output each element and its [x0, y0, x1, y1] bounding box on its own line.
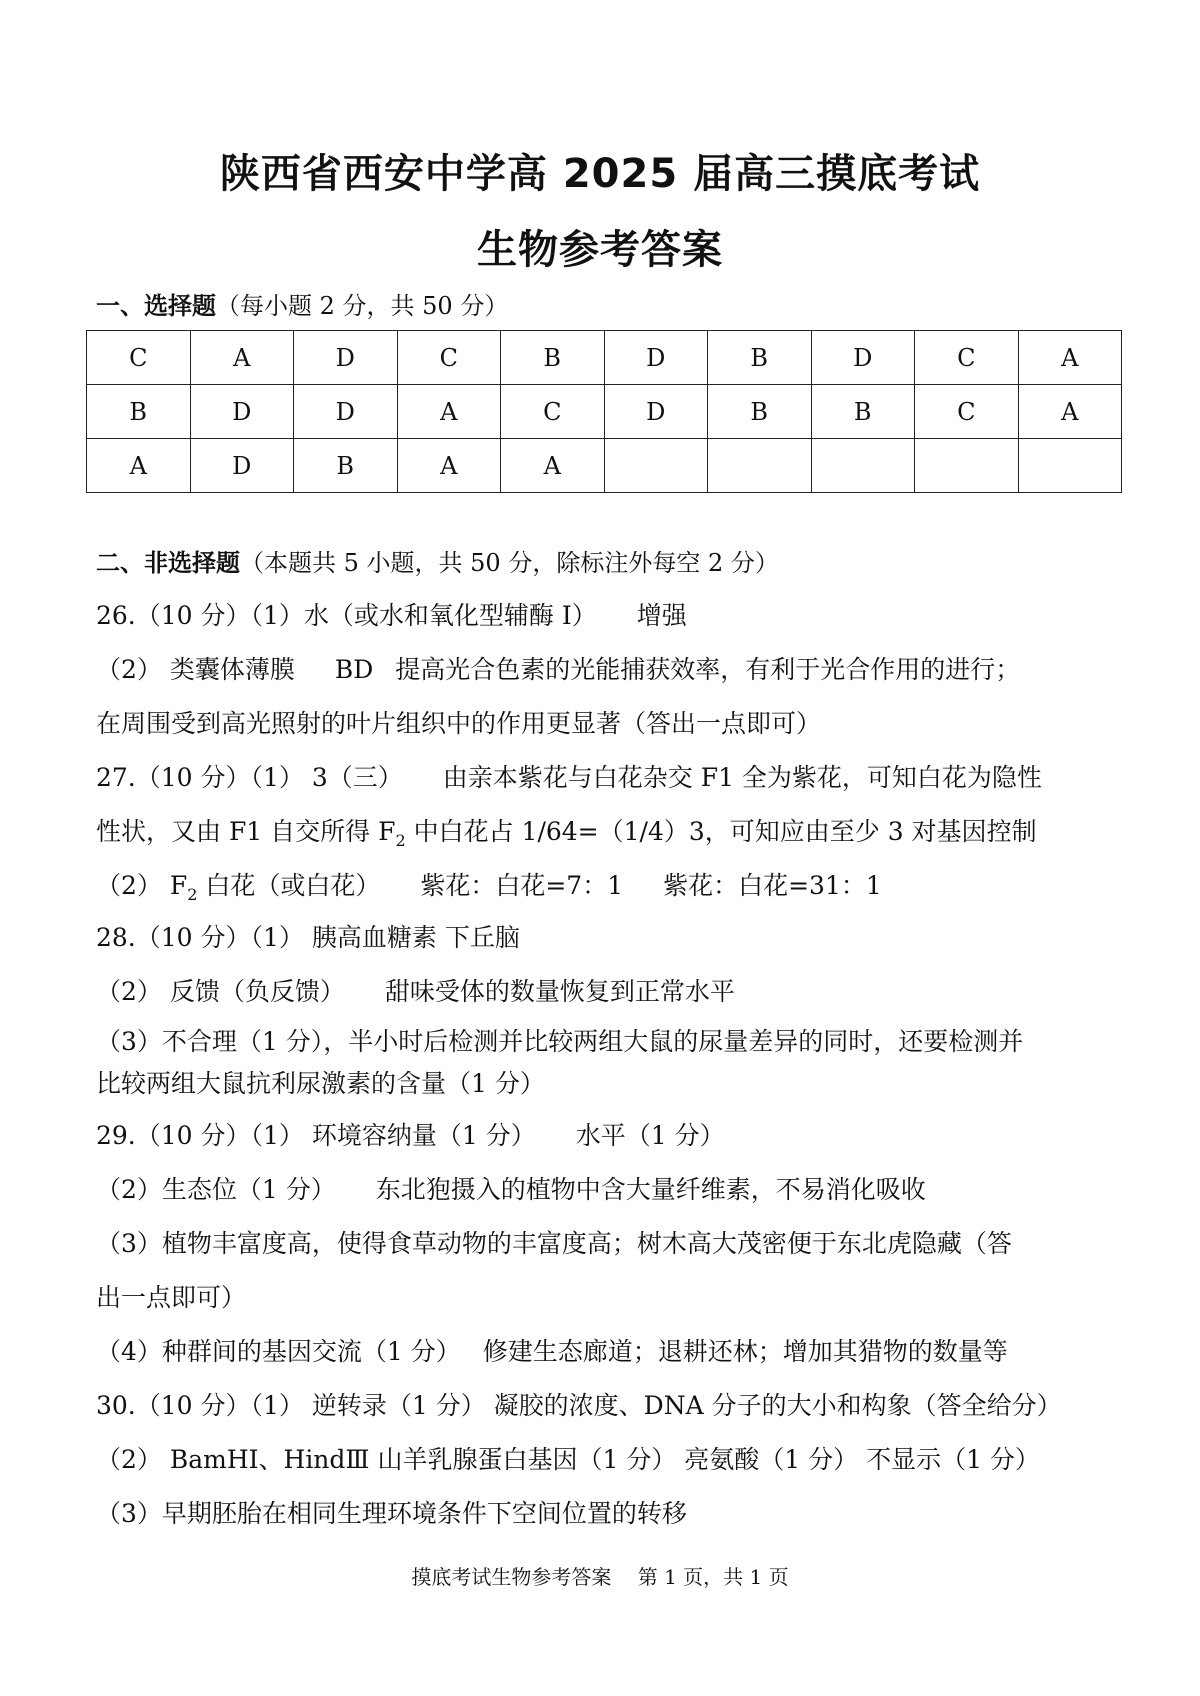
answer-cell: A — [87, 439, 191, 493]
answer-cell: A — [190, 331, 294, 385]
answer-cell: D — [604, 385, 708, 439]
section-heading-choice — [96, 286, 508, 321]
section-heading-nonchoice — [96, 543, 779, 578]
table-row — [87, 385, 1122, 439]
q29-line-3: （3）植物丰富度高，使得食草动物的丰富度高；树木高大茂密便于东北虎隐藏（答 — [96, 1229, 1012, 1258]
q27-line-1 — [96, 760, 1136, 796]
section-label: 二、非选择题 — [96, 549, 240, 577]
q29-line-4: 出一点即可） — [96, 1283, 247, 1312]
table-row — [87, 439, 1122, 493]
q26-line-1 — [96, 598, 1136, 634]
answer-cell: D — [190, 439, 294, 493]
answer-text: （2）生态位（1 分） — [96, 1175, 336, 1204]
answer-text: （4）种群间的基因交流（1 分） — [96, 1337, 461, 1366]
answer-text: 修建生态廊道；退耕还林；增加其猎物的数量等 — [482, 1337, 1008, 1366]
answer-cell: D — [811, 331, 915, 385]
q27-line-2 — [96, 814, 1136, 859]
q28-line-4: 比较两组大鼠抗利尿激素的含量（1 分） — [96, 1069, 545, 1098]
answer-cell: A — [1018, 385, 1122, 439]
answer-cell: A — [397, 385, 501, 439]
q29-line-1 — [96, 1118, 1136, 1154]
answer-text: 水平（1 分） — [575, 1121, 725, 1150]
answer-cell: C — [915, 385, 1019, 439]
answer-cell: A — [501, 439, 605, 493]
answer-cell: B — [501, 331, 605, 385]
q30-line-2: （2） BamHⅠ、HindⅢ 山羊乳腺蛋白基因（1 分） 亮氨酸（1 分） 不显示（1 分） — [96, 1445, 1040, 1474]
table-row — [87, 331, 1122, 385]
answer-cell: B — [294, 439, 398, 493]
answer-cell — [604, 439, 708, 493]
answer-cell: B — [708, 331, 812, 385]
q27-line-3 — [96, 868, 1136, 913]
q28-line-3: （3）不合理（1 分），半小时后检测并比较两组大鼠的尿量差异的同时，还要检测并 — [96, 1027, 1024, 1056]
answer-cell: D — [190, 385, 294, 439]
answer-cell: A — [397, 439, 501, 493]
answer-cell — [811, 439, 915, 493]
answer-cell: C — [87, 331, 191, 385]
q26-line-2 — [96, 652, 1136, 688]
answer-text: 提高光合色素的光能捕获效率，有利于光合作用的进行； — [395, 655, 1021, 684]
answer-cell: B — [87, 385, 191, 439]
subscript: 2 — [187, 885, 198, 904]
answer-cell: A — [1018, 331, 1122, 385]
section-label: 一、选择题 — [96, 292, 216, 320]
answer-cell: D — [294, 385, 398, 439]
page-subtitle: 生物参考答案 — [477, 227, 723, 273]
answer-text: 甜味受体的数量恢复到正常水平 — [384, 977, 735, 1006]
answer-cell: B — [708, 385, 812, 439]
page-footer: 摸底考试生物参考答案 第 1 页，共 1 页 — [411, 1565, 789, 1589]
answer-cell: D — [604, 331, 708, 385]
answer-text: 紫花：白花=7：1 — [420, 871, 624, 900]
answer-text: 由亲本紫花与白花杂交 F1 全为紫花，可知白花为隐性 — [442, 763, 1042, 792]
answer-cell: C — [397, 331, 501, 385]
q28-line-2 — [96, 974, 1136, 1010]
answer-text: （2） F — [96, 871, 188, 900]
answer-cell — [915, 439, 1019, 493]
answer-cell: D — [294, 331, 398, 385]
answer-cell: B — [811, 385, 915, 439]
answer-text: 东北狍摄入的植物中含大量纤维素，不易消化吸收 — [375, 1175, 926, 1204]
q29-line-5 — [96, 1334, 1136, 1370]
answer-cell — [708, 439, 812, 493]
answer-text: 29.（10 分）（1） 环境容纳量（1 分） — [96, 1121, 536, 1150]
answer-cell: C — [915, 331, 1019, 385]
q26-line-3: 在周围受到高光照射的叶片组织中的作用更显著（答出一点即可） — [96, 709, 822, 738]
answer-cell: C — [501, 385, 605, 439]
answer-text: 26.（10 分）（1）水（或水和氧化型辅酶 I） — [96, 601, 597, 630]
answer-text: BD — [334, 655, 374, 684]
answer-text: 中白花占 1/64=（1/4）3，可知应由至少 3 对基因控制 — [405, 817, 1037, 846]
q29-line-2 — [96, 1172, 1136, 1208]
section-note: （本题共 5 小题，共 50 分，除标注外每空 2 分） — [240, 549, 779, 577]
answer-text: 性状，又由 F1 自交所得 F — [96, 817, 396, 846]
answer-cell — [1018, 439, 1122, 493]
answer-text: （2） 反馈（负反馈） — [96, 977, 345, 1006]
subscript: 2 — [395, 831, 406, 850]
answer-text: 白花（或白花） — [197, 871, 381, 900]
answer-text: 27.（10 分）（1） 3（三） — [96, 763, 403, 792]
section-note: （每小题 2 分，共 50 分） — [216, 292, 509, 320]
q30-line-3: （3）早期胚胎在相同生理环境条件下空间位置的转移 — [96, 1499, 687, 1528]
q30-line-1: 30.（10 分）（1） 逆转录（1 分） 凝胶的浓度、DNA 分子的大小和构象（答全给分） — [96, 1391, 1062, 1420]
page-title: 陕西省西安中学高 2025 届高三摸底考试 — [219, 151, 981, 197]
answer-text: （2） 类囊体薄膜 — [96, 655, 295, 684]
answer-table — [86, 330, 1122, 493]
q28-line-1: 28.（10 分）（1） 胰高血糖素 下丘脑 — [96, 923, 520, 952]
answer-text: 紫花：白花=31：1 — [663, 871, 882, 900]
answer-text: 增强 — [636, 601, 687, 630]
